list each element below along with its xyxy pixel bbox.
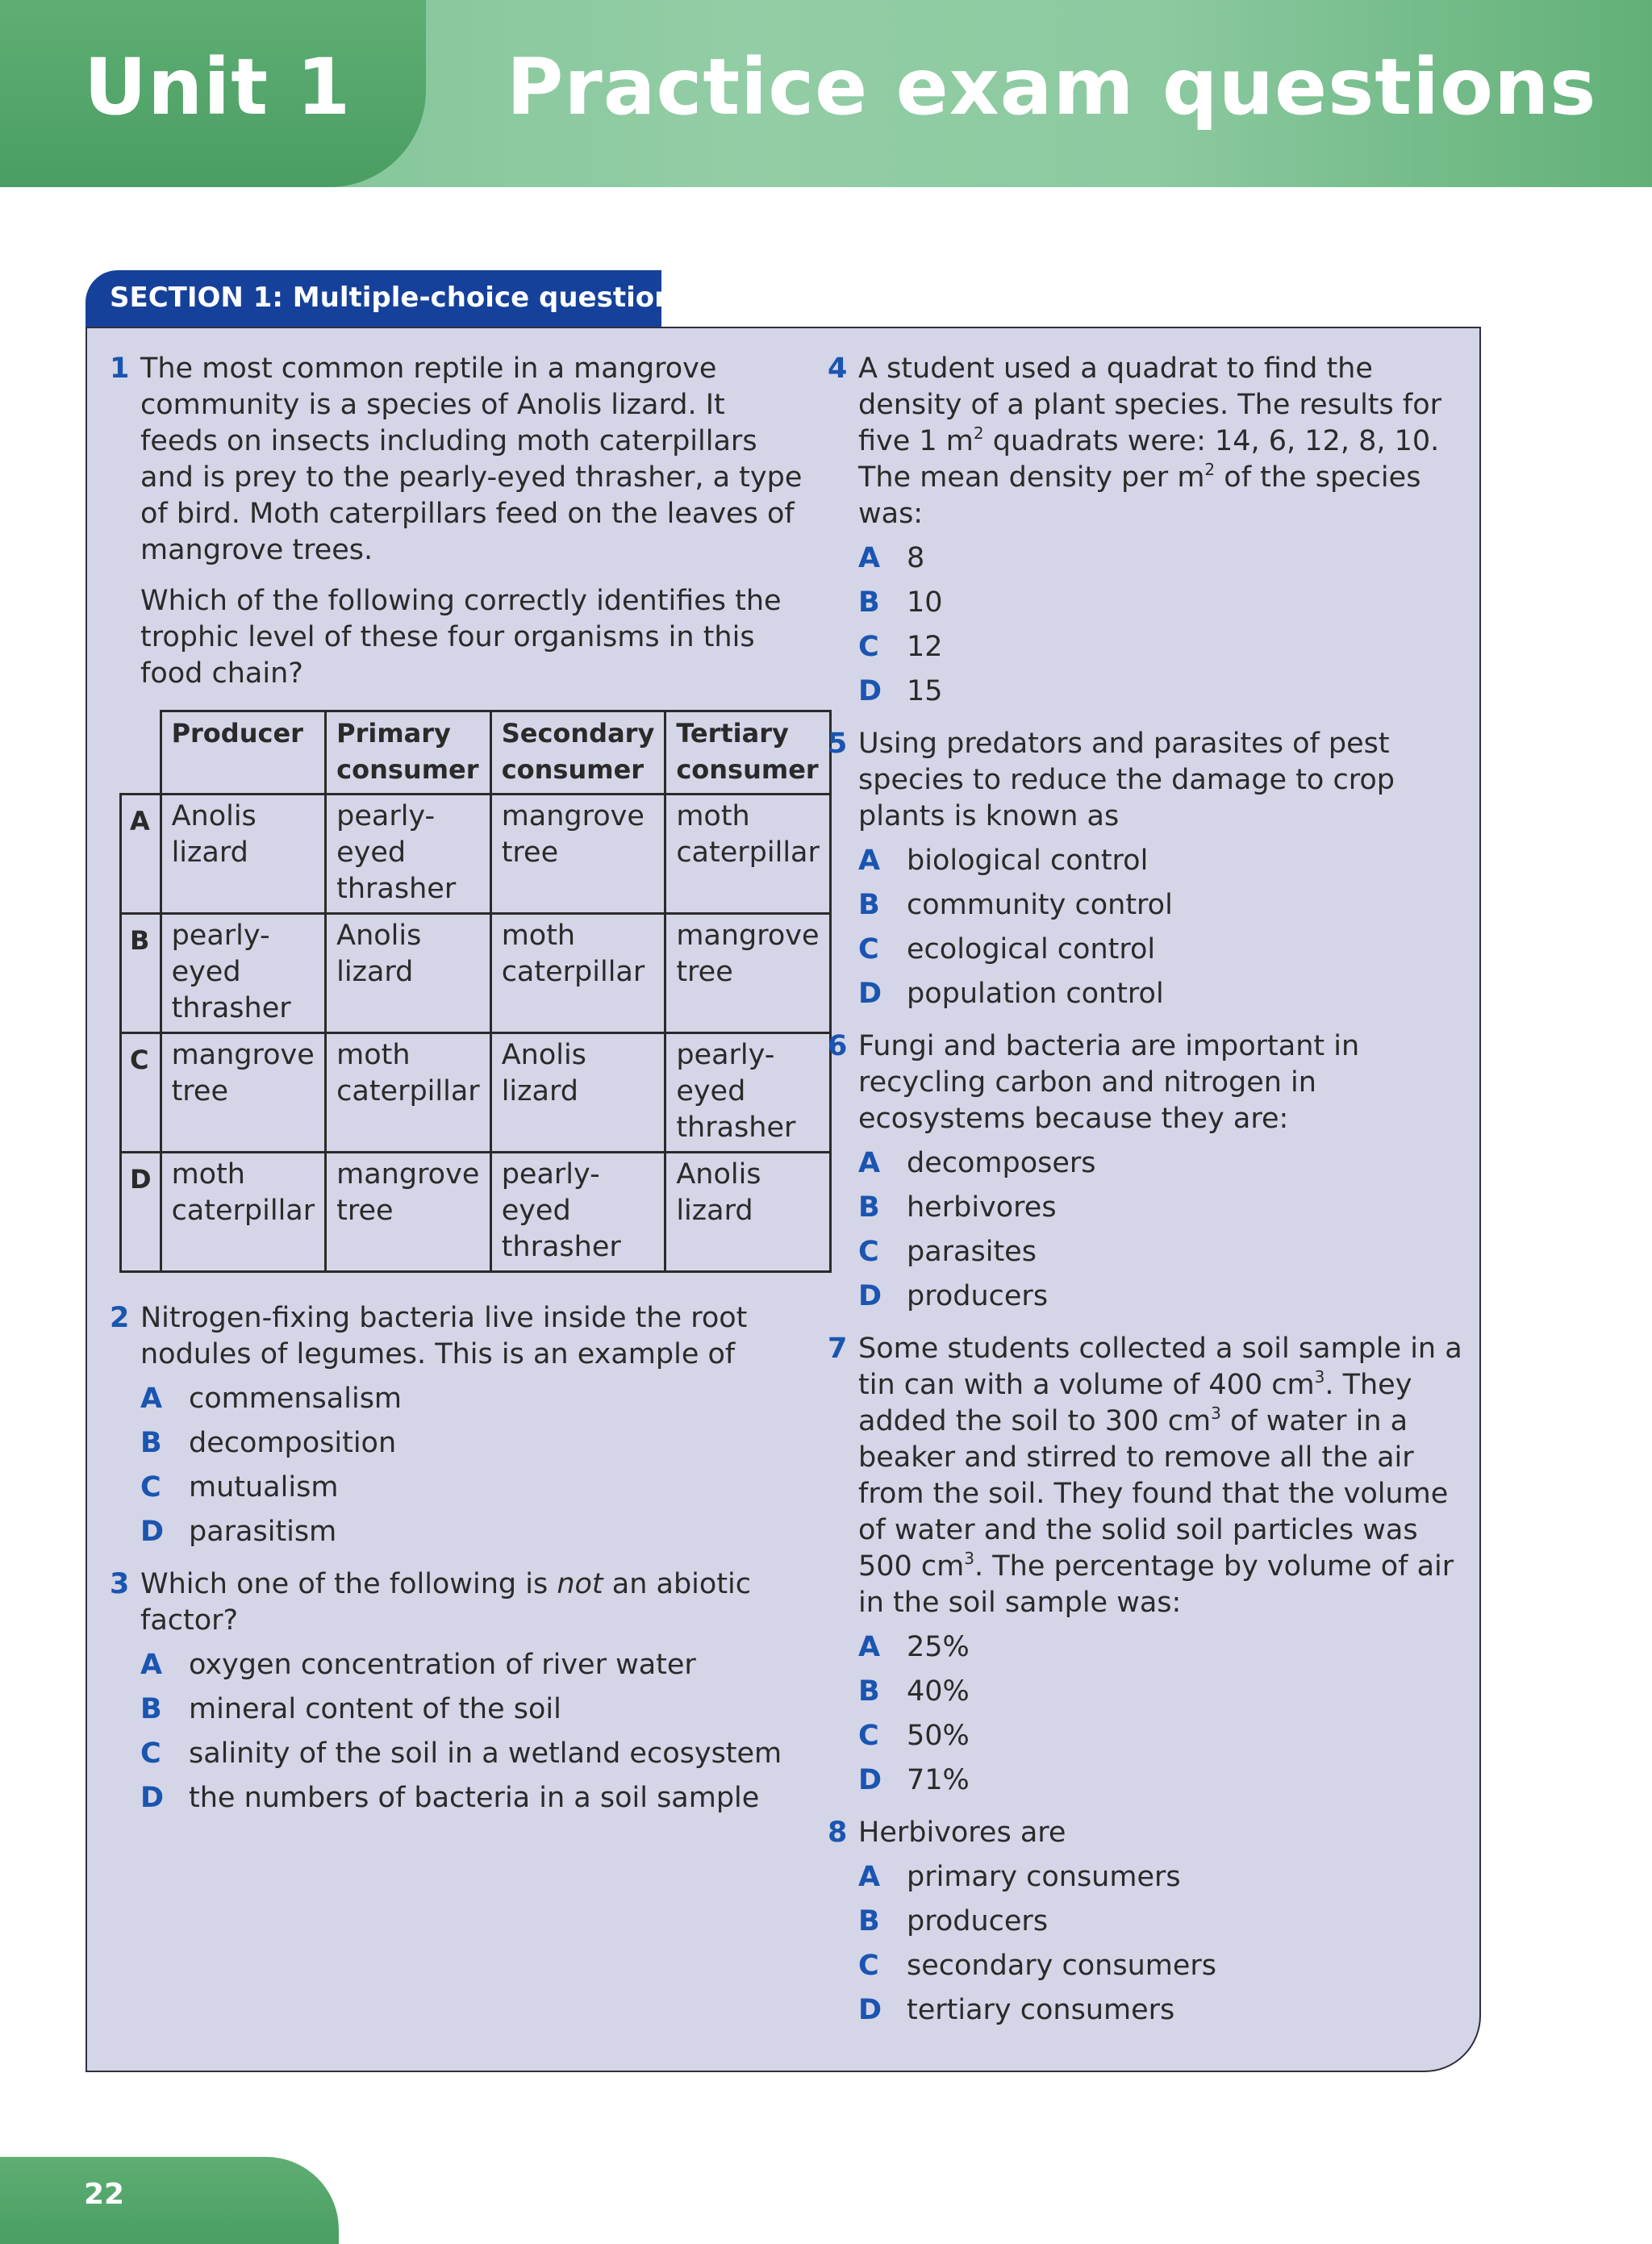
table-row xyxy=(121,914,831,1033)
question-number: 3 xyxy=(110,1568,130,1600)
option-label: D xyxy=(140,1516,165,1548)
question-text-part: . They added the soil to 300 cm xyxy=(858,1369,1412,1437)
option-text: commensalism xyxy=(189,1383,403,1415)
option xyxy=(140,1736,803,1772)
table-cell: pearly-eyed thrasher xyxy=(326,795,491,914)
left-column xyxy=(110,351,820,1833)
option-label: D xyxy=(858,978,882,1010)
option xyxy=(858,932,1465,968)
option-label: A xyxy=(858,845,881,877)
question-text-part: an abiotic factor? xyxy=(140,1568,752,1637)
question-1 xyxy=(110,351,803,692)
option xyxy=(858,674,1465,710)
question-6 xyxy=(828,1028,1465,1315)
question-text xyxy=(858,351,1465,532)
question-text: Herbivores are xyxy=(858,1816,1066,1849)
option-label: B xyxy=(858,889,880,921)
option-text: tertiary consumers xyxy=(907,1994,1175,2026)
option-label: D xyxy=(858,1994,882,2026)
option-text: community control xyxy=(907,889,1173,921)
question-5 xyxy=(828,726,1465,1012)
option-label: B xyxy=(858,1675,880,1708)
option xyxy=(858,843,1465,879)
option-text: herbivores xyxy=(907,1191,1057,1224)
row-label: C xyxy=(121,1033,161,1153)
option-label: B xyxy=(140,1693,162,1725)
option-text: mutualism xyxy=(189,1471,339,1504)
table-cell: moth caterpillar xyxy=(490,914,665,1033)
question-4 xyxy=(828,351,1465,710)
unit-label: Unit 1 xyxy=(84,42,352,132)
option-text: biological control xyxy=(907,845,1149,877)
option xyxy=(858,887,1465,924)
question-text xyxy=(858,1331,1465,1621)
option-text: producers xyxy=(907,1280,1049,1312)
trophic-level-table xyxy=(119,710,832,1273)
page-title: Practice exam questions xyxy=(507,42,1597,132)
option xyxy=(140,1647,803,1683)
right-column xyxy=(828,351,1465,2045)
option xyxy=(858,976,1465,1012)
option-text: 50% xyxy=(907,1720,970,1752)
option xyxy=(140,1425,803,1462)
superscript: 3 xyxy=(964,1549,975,1568)
option-label: C xyxy=(140,1471,161,1504)
option-text: 10 xyxy=(907,586,943,619)
question-number: 7 xyxy=(828,1333,848,1365)
option-text: 8 xyxy=(907,542,925,574)
section-title: SECTION 1: Multiple-choice questions xyxy=(86,270,661,327)
option-text: primary consumers xyxy=(907,1861,1181,1893)
option-label: A xyxy=(858,1861,881,1893)
table-cell: mangrove tree xyxy=(161,1033,326,1153)
option xyxy=(140,1691,803,1728)
option-label: B xyxy=(858,1905,880,1937)
option-label: C xyxy=(858,933,879,966)
option-label: C xyxy=(858,1950,879,1982)
question-text-part: quadrats were: 14, 6, 12, 8, 10. The mean density per m xyxy=(858,425,1440,494)
options-list xyxy=(858,1145,1465,1315)
superscript: 3 xyxy=(1211,1404,1221,1423)
table-cell: moth caterpillar xyxy=(326,1033,491,1153)
superscript: 3 xyxy=(1314,1367,1325,1387)
table-row xyxy=(121,1033,831,1153)
question-number: 2 xyxy=(110,1302,130,1334)
option-label: C xyxy=(858,1236,879,1268)
option-text: parasites xyxy=(907,1236,1037,1268)
superscript: 2 xyxy=(1204,460,1216,479)
option xyxy=(858,1190,1465,1226)
option xyxy=(140,1780,803,1816)
question-7 xyxy=(828,1331,1465,1799)
table-cell: Anolis lizard xyxy=(665,1153,831,1272)
question-number: 6 xyxy=(828,1030,848,1062)
option-text: 40% xyxy=(907,1675,970,1708)
option-label: C xyxy=(858,1720,879,1752)
table-cell: mangrove tree xyxy=(326,1153,491,1272)
option xyxy=(140,1381,803,1417)
option xyxy=(858,1992,1465,2029)
question-number: 5 xyxy=(828,728,848,760)
question-text-part: of water in a beaker and stirred to remove all the air from the soil. They found that the volume of water and the solid soil particles was 500 cm xyxy=(858,1405,1449,1583)
option-text: parasitism xyxy=(189,1516,337,1548)
option-label: A xyxy=(858,1631,881,1663)
option-text: 71% xyxy=(907,1764,970,1796)
table-cell: Anolis lizard xyxy=(490,1033,665,1153)
option-text: producers xyxy=(907,1905,1049,1937)
option-text: 25% xyxy=(907,1631,970,1663)
question-text xyxy=(140,1566,803,1639)
option xyxy=(858,1904,1465,1940)
option-label: C xyxy=(140,1737,161,1770)
question-number: 1 xyxy=(110,352,130,385)
options-list xyxy=(140,1647,803,1816)
question-text-part: Which one of the following is xyxy=(140,1568,557,1600)
option xyxy=(858,1278,1465,1315)
option-label: A xyxy=(858,1147,881,1179)
row-label: A xyxy=(121,795,161,914)
table-cell: moth caterpillar xyxy=(161,1153,326,1272)
option-text: secondary consumers xyxy=(907,1950,1217,1982)
table-cell: Anolis lizard xyxy=(326,914,491,1033)
option xyxy=(858,1629,1465,1666)
options-list xyxy=(858,1859,1465,2029)
question-number: 8 xyxy=(828,1816,848,1849)
option-label: B xyxy=(140,1427,162,1459)
option-label: D xyxy=(858,675,882,707)
options-list xyxy=(858,1629,1465,1799)
table-header: Secondary consumer xyxy=(490,711,665,795)
option-label: D xyxy=(858,1280,882,1312)
table-header: Tertiary consumer xyxy=(665,711,831,795)
superscript: 2 xyxy=(973,423,984,443)
option-label: C xyxy=(858,631,879,663)
footer-tab xyxy=(0,2157,339,2244)
option-text: salinity of the soil in a wetland ecosystem xyxy=(189,1737,782,1770)
option xyxy=(858,1145,1465,1182)
question-number: 4 xyxy=(828,352,848,385)
option xyxy=(858,1762,1465,1799)
option-label: B xyxy=(858,586,880,619)
option xyxy=(858,629,1465,665)
table-cell: pearly-eyed thrasher xyxy=(665,1033,831,1153)
option-label: D xyxy=(858,1764,882,1796)
option-label: B xyxy=(858,1191,880,1224)
option-text: mineral content of the soil xyxy=(189,1693,561,1725)
table-corner xyxy=(121,711,161,795)
table-cell: pearly-eyed thrasher xyxy=(161,914,326,1033)
option-text: decomposers xyxy=(907,1147,1096,1179)
question-text-part: A student used a quadrat to find the density of a plant species. The results for five 1 m xyxy=(858,352,1442,457)
question-text: Fungi and bacteria are important in recycling carbon and nitrogen in ecosystems because they are: xyxy=(858,1030,1360,1135)
table-cell: mangrove tree xyxy=(490,795,665,914)
options-list xyxy=(858,843,1465,1012)
table-cell: pearly-eyed thrasher xyxy=(490,1153,665,1272)
option xyxy=(140,1514,803,1550)
option xyxy=(858,1718,1465,1754)
options-list xyxy=(140,1381,803,1550)
question-8 xyxy=(828,1815,1465,2029)
option xyxy=(858,1234,1465,1270)
table-header-row xyxy=(121,711,831,795)
option xyxy=(140,1470,803,1506)
option-text: the numbers of bacteria in a soil sample xyxy=(189,1782,760,1814)
question-3 xyxy=(110,1566,803,1816)
option xyxy=(858,585,1465,621)
table-header: Producer xyxy=(161,711,326,795)
options-list xyxy=(858,540,1465,710)
option xyxy=(858,1674,1465,1710)
option xyxy=(858,1859,1465,1896)
table-row xyxy=(121,1153,831,1272)
option-text: 15 xyxy=(907,675,943,707)
option-text: oxygen concentration of river water xyxy=(189,1649,696,1681)
question-text-part: Some students collected a soil sample in a tin can with a volume of 400 cm xyxy=(858,1333,1462,1401)
option-label: A xyxy=(140,1649,163,1681)
question-text: Nitrogen-fixing bacteria live inside the root nodules of legumes. This is an example of xyxy=(140,1302,748,1370)
question-text-part: . The percentage by volume of air in the soil sample was: xyxy=(858,1550,1454,1619)
table-row xyxy=(121,795,831,914)
question-2 xyxy=(110,1300,803,1550)
option-text: population control xyxy=(907,978,1164,1010)
option-text: ecological control xyxy=(907,933,1156,966)
table-cell: mangrove tree xyxy=(665,914,831,1033)
option-text: 12 xyxy=(907,631,943,663)
option-label: A xyxy=(140,1383,163,1415)
row-label: B xyxy=(121,914,161,1033)
question-text: The most common reptile in a mangrove community is a species of Anolis lizard. It feeds on insects including moth caterpillars and is prey to the pearly-eyed thrasher, a type of bird. Moth caterpillars feed on the leaves of mangrove trees. xyxy=(140,352,803,566)
option-label: A xyxy=(858,542,881,574)
question-text-part: of the species was: xyxy=(858,461,1421,530)
table-cell: Anolis lizard xyxy=(161,795,326,914)
option xyxy=(858,1948,1465,1984)
question-prompt: Which of the following correctly identifies the trophic level of these four organisms in this food chain? xyxy=(140,585,782,690)
table-header: Primary consumer xyxy=(326,711,491,795)
question-text: Using predators and parasites of pest species to reduce the damage to crop plants is known as xyxy=(858,728,1395,832)
option-label: D xyxy=(140,1782,165,1814)
option xyxy=(858,540,1465,577)
row-label: D xyxy=(121,1153,161,1272)
page-number: 22 xyxy=(84,2178,125,2211)
table-cell: moth caterpillar xyxy=(665,795,831,914)
question-text-emphasis: not xyxy=(557,1568,603,1600)
option-text: decomposition xyxy=(189,1427,397,1459)
